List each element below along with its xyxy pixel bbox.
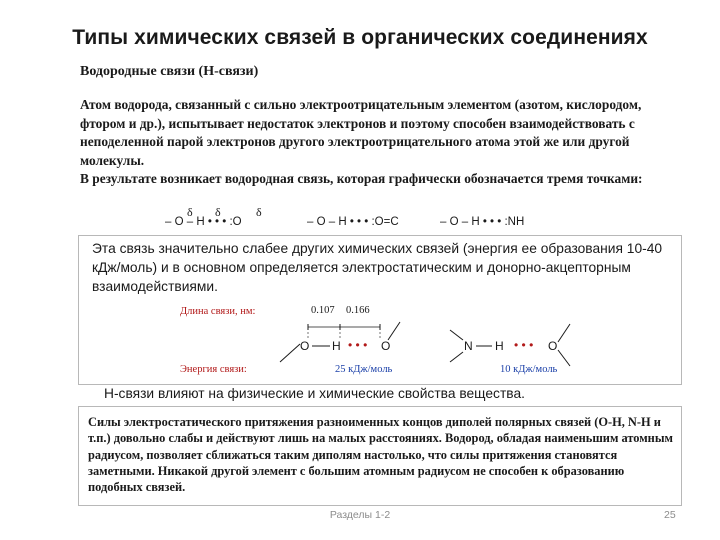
paragraph-electrostatic: Силы электростатического притяжения разноименных концов диполей полярных связей (О-Н, N-Н и т.п.) довольно слабы и действуют лишь на малых расстояниях. Водород, обладая наименьшим атомным радиусом, позволяет сближаться таким диполям настолько, что силы притяжения становятся заметными. Никакой другой элемент с большим атомным радиусом не способен к образованию подобных связей. <box>88 415 673 495</box>
length-label: Длина связи, нм: <box>180 306 256 317</box>
paragraph-definition-text: Атом водорода, связанный с сильно электроотрицательным элементом (азотом, кислородом, фтором и др.), испытывает недостаток электронов и поэтому способен взаимодействовать с неподеленной парой электронов другого электроотрицательного атома этой же или другой молекулы. <box>80 97 642 168</box>
hbond-diagram <box>170 300 690 380</box>
page-number: 25 <box>664 509 676 521</box>
formula-oh-nh: – O – H • • • :NH <box>440 216 525 228</box>
delta-plus-1: δ <box>215 205 221 219</box>
bond-right-o-tail <box>388 322 400 340</box>
delta-minus-1: δ <box>187 205 193 219</box>
atom-h-1: H <box>332 339 341 353</box>
bond-left-o-tail <box>280 344 300 362</box>
energy-label: Энергия связи: <box>180 364 247 375</box>
paragraph-definition <box>80 96 680 189</box>
paragraph-energy: Эта связь значительно слабее других химических связей (энергия ее образования 10-40 кДж/моль) и в основном определяется электростатическим и донорно-акцепторным взаимодействиями. <box>92 241 663 294</box>
formula-oh-o: – O – H • • • :O <box>165 216 242 228</box>
slide-title: Типы химических связей в органических соединениях <box>72 26 648 49</box>
paragraph-result-text: В результате возникает водородная связь, которая графически обозначается тремя точками: <box>80 171 643 186</box>
hbond-formulas <box>165 205 685 239</box>
paragraph-properties: Н-связи влияют на физические и химические свойства вещества. <box>104 386 525 401</box>
atom-o-acceptor-1: O <box>381 339 391 353</box>
atom-o-acceptor-2: O <box>548 339 558 353</box>
atom-o-donor-1: O <box>300 339 310 353</box>
section-subtitle: Водородные связи (Н-связи) <box>80 64 259 79</box>
formula-oh-oc: – O – H • • • :O=C <box>307 216 399 228</box>
hbond-dots-1: • • • <box>348 338 368 352</box>
bond-acceptor-o-lower <box>558 350 570 366</box>
hbond-dots-2: • • • <box>514 338 534 352</box>
energy-value-nh-o: 10 кДж/моль <box>500 364 558 375</box>
footer-section: Разделы 1-2 <box>329 509 391 521</box>
bond-acceptor-o-upper <box>558 324 570 342</box>
atom-n-donor: N <box>464 339 473 353</box>
energy-value-oh-o: 25 кДж/моль <box>335 364 393 375</box>
bond-n-tail-lower <box>450 352 463 362</box>
delta-minus-2: δ <box>256 205 262 219</box>
atom-h-2: H <box>495 339 504 353</box>
length-value-oh: 0.107 <box>311 305 335 316</box>
length-value-hbond: 0.166 <box>346 305 370 316</box>
bond-n-tail-upper <box>450 330 463 340</box>
